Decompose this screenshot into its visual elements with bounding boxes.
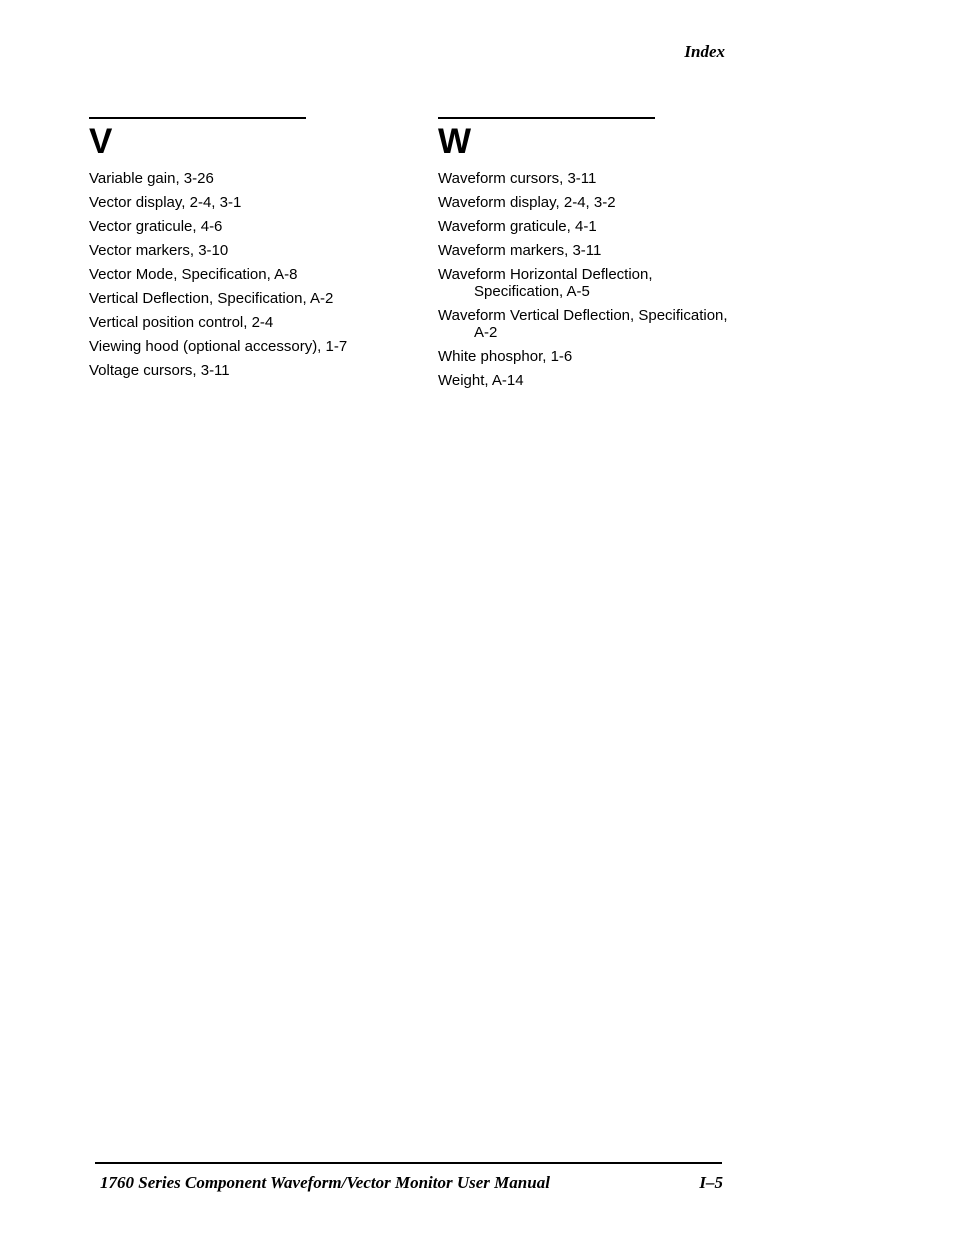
section-letter: W	[438, 122, 472, 161]
index-entry: Vector markers, 3-10	[89, 242, 229, 259]
index-entry: Vector graticule, 4-6	[89, 218, 223, 235]
index-entry: Vertical position control, 2-4	[89, 314, 274, 331]
index-entry: Variable gain, 3-26	[89, 170, 214, 187]
footer-manual-title: 1760 Series Component Waveform/Vector Monitor User Manual	[100, 1173, 550, 1192]
index-entry: Voltage cursors, 3-11	[89, 362, 230, 379]
index-section-w	[438, 117, 738, 396]
index-entry: Waveform markers, 3-11	[438, 242, 602, 259]
footer-page-number: I–5	[699, 1173, 723, 1192]
footer-rule	[95, 1162, 722, 1164]
index-entry: Waveform cursors, 3-11	[438, 170, 597, 187]
index-entry: Waveform Horizontal Deflection, Specification, A-5	[438, 266, 653, 300]
index-entry: Waveform graticule, 4-1	[438, 218, 597, 235]
index-entry-list	[89, 170, 389, 379]
index-entry: Waveform Vertical Deflection, Specification, A-2	[438, 307, 728, 341]
index-entry: Waveform display, 2-4, 3-2	[438, 194, 616, 211]
section-letter: V	[89, 122, 113, 161]
index-entry: Vertical Deflection, Specification, A-2	[89, 290, 334, 307]
index-entry: Viewing hood (optional accessory), 1-7	[89, 338, 348, 355]
index-entry: White phosphor, 1-6	[438, 348, 573, 365]
index-entry: Vector Mode, Specification, A-8	[89, 266, 298, 283]
index-entry: Vector display, 2-4, 3-1	[89, 194, 242, 211]
page-header-title: Index	[684, 42, 725, 61]
index-section-v	[89, 117, 389, 386]
index-entry-list	[438, 170, 738, 389]
index-entry: Weight, A-14	[438, 372, 524, 389]
section-rule	[438, 117, 655, 119]
section-rule	[89, 117, 306, 119]
